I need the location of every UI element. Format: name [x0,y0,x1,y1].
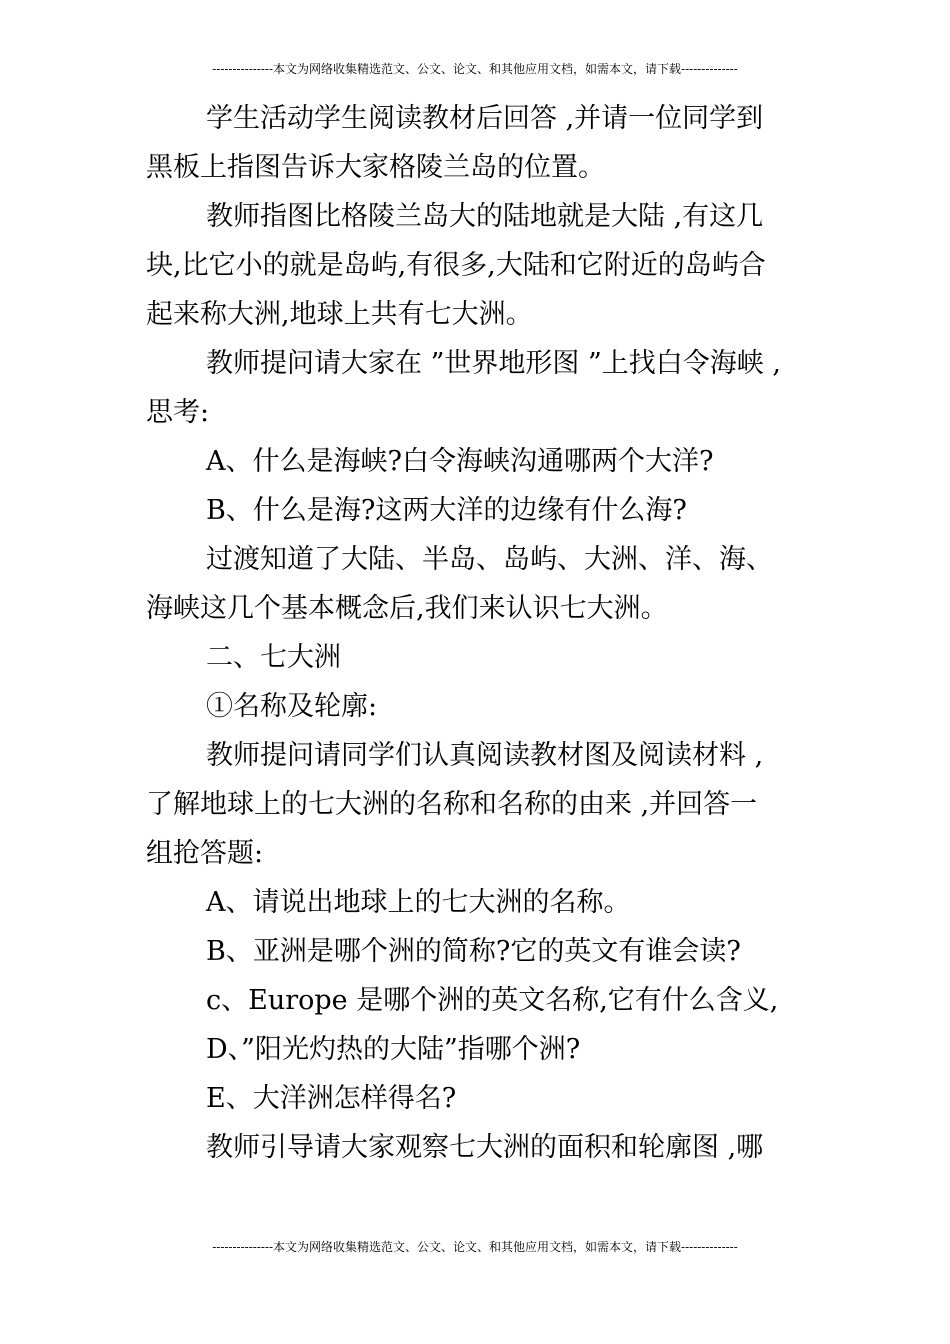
text-line: 过渡知道了大陆、半岛、岛屿、大洲、洋、海、 [206,544,773,575]
text-line: c、Europe 是哪个洲的英文名称,它有什么含义, [206,985,779,1016]
text-line: 教师提问请大家在 ”世界地形图 ”上找白令海峡 , [206,348,781,379]
paragraph-student-activity [146,94,810,192]
text-line: 教师指图比格陵兰岛大的陆地就是大陆 ,有这几 [206,201,764,232]
text-line: D、”阳光灼热的大陆”指哪个洲? [206,1034,581,1065]
paragraph-reading-task [146,731,810,878]
text-line: 海峡这几个基本概念后,我们来认识七大洲。 [146,593,668,624]
subsection-heading-names-outlines [146,682,810,731]
text-line: 组抢答题: [146,838,264,869]
text-line: 学生活动学生阅读教材后回答 ,并请一位同学到 [206,103,764,134]
text-line: A、请说出地球上的七大洲的名称。 [206,887,631,918]
text-line: 思考: [146,397,210,428]
text-line: B、亚洲是哪个洲的简称?它的英文有谁会读? [206,936,741,967]
text-line: 教师提问请同学们认真阅读教材图及阅读材料 , [206,740,764,771]
text-line: 黑板上指图告诉大家格陵兰岛的位置。 [146,152,605,183]
document-body [146,94,810,1172]
paragraph-bering-strait [146,339,810,437]
question-a [146,437,810,486]
quiz-question-c [146,976,810,1025]
text-line: 二、七大洲 [206,642,341,673]
paragraph-teacher-guide [146,1123,810,1172]
question-b [146,486,810,535]
page-footer: ---------------本文为网络收集精选范文、公文、论文、和其他应用文档，如需本文，请下载-------------- [212,1240,738,1254]
quiz-question-b [146,927,810,976]
section-heading-seven-continents [146,633,810,682]
text-line: B、什么是海?这两大洋的边缘有什么海? [206,495,687,526]
text-line: ①名称及轮廓: [206,691,378,722]
text-line: A、什么是海峡?白令海峡沟通哪两个大洋? [206,446,714,477]
text-line: 块,比它小的就是岛屿,有很多,大陆和它附近的岛屿合 [146,250,766,281]
paragraph-transition [146,535,810,633]
text-line: 了解地球上的七大洲的名称和名称的由来 ,并回答一 [146,789,758,820]
page-header: ---------------本文为网络收集精选范文、公文、论文、和其他应用文档，如需本文，请下载-------------- [212,62,738,76]
text-line: 起来称大洲,地球上共有七大洲。 [146,299,533,330]
text-line: E、大洋洲怎样得名? [206,1083,457,1114]
paragraph-continent-definition [146,192,810,339]
text-line: 教师引导请大家观察七大洲的面积和轮廓图 ,哪 [206,1132,764,1163]
quiz-question-a [146,878,810,927]
quiz-question-d [146,1025,810,1074]
quiz-question-e [146,1074,810,1123]
